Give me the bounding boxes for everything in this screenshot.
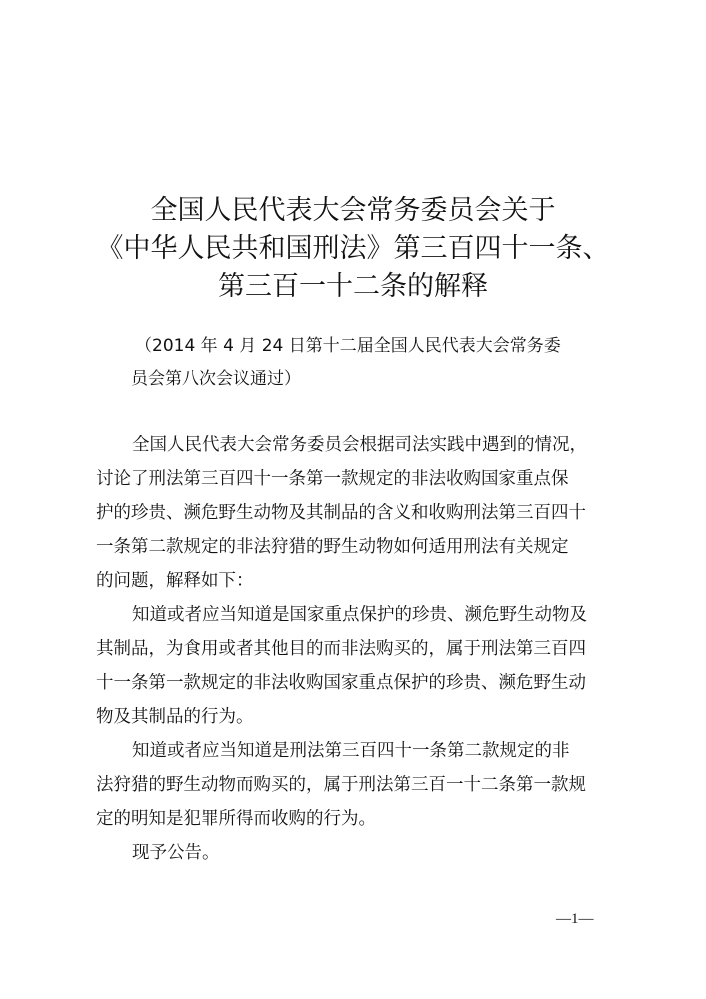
body-line: 知道或者应当知道是国家重点保护的珍贵、濒危野生动物及 — [132, 605, 587, 625]
body-line: 一条第二款规定的非法狩猎的野生动物如何适用刑法有关规定 — [96, 537, 569, 557]
body-line: 护的珍贵、濒危野生动物及其制品的含义和收购刑法第三百四十 — [96, 503, 586, 523]
body-line: 的问题，解释如下： — [96, 571, 254, 591]
body-line: 现予公告。 — [132, 843, 220, 863]
page-number: —1— — [556, 911, 594, 927]
adoption-note — [131, 330, 601, 396]
body-line: 定的明知是犯罪所得而收购的行为。 — [96, 809, 376, 829]
document-title — [60, 192, 646, 306]
body-line: 知道或者应当知道是刑法第三百四十一条第二款规定的非 — [132, 741, 570, 761]
document-body — [96, 428, 626, 870]
title-line: 全国人民代表大会常务委员会关于 — [150, 195, 556, 226]
body-line: 讨论了刑法第三百四十一条第一款规定的非法收购国家重点保 — [96, 469, 569, 489]
body-line: 全国人民代表大会常务委员会根据司法实践中遇到的情况， — [132, 435, 587, 455]
body-line: 法狩猎的野生动物而购买的，属于刑法第三百一十二条第一款规 — [96, 775, 586, 795]
adoption-note-line: （2014 年 4 月 24 日第十二届全国人民代表大会常务委 — [135, 336, 561, 356]
body-line: 其制品，为食用或者其他目的而非法购买的，属于刑法第三百四 — [96, 639, 586, 659]
title-line: 第三百一十二条的解释 — [218, 271, 488, 302]
adoption-note-line: 员会第八次会议通过） — [131, 369, 301, 389]
body-line: 物及其制品的行为。 — [96, 707, 254, 727]
title-line: 《中华人民共和国刑法》第三百四十一条、 — [96, 233, 610, 264]
body-line: 十一条第一款规定的非法收购国家重点保护的珍贵、濒危野生动 — [96, 673, 586, 693]
